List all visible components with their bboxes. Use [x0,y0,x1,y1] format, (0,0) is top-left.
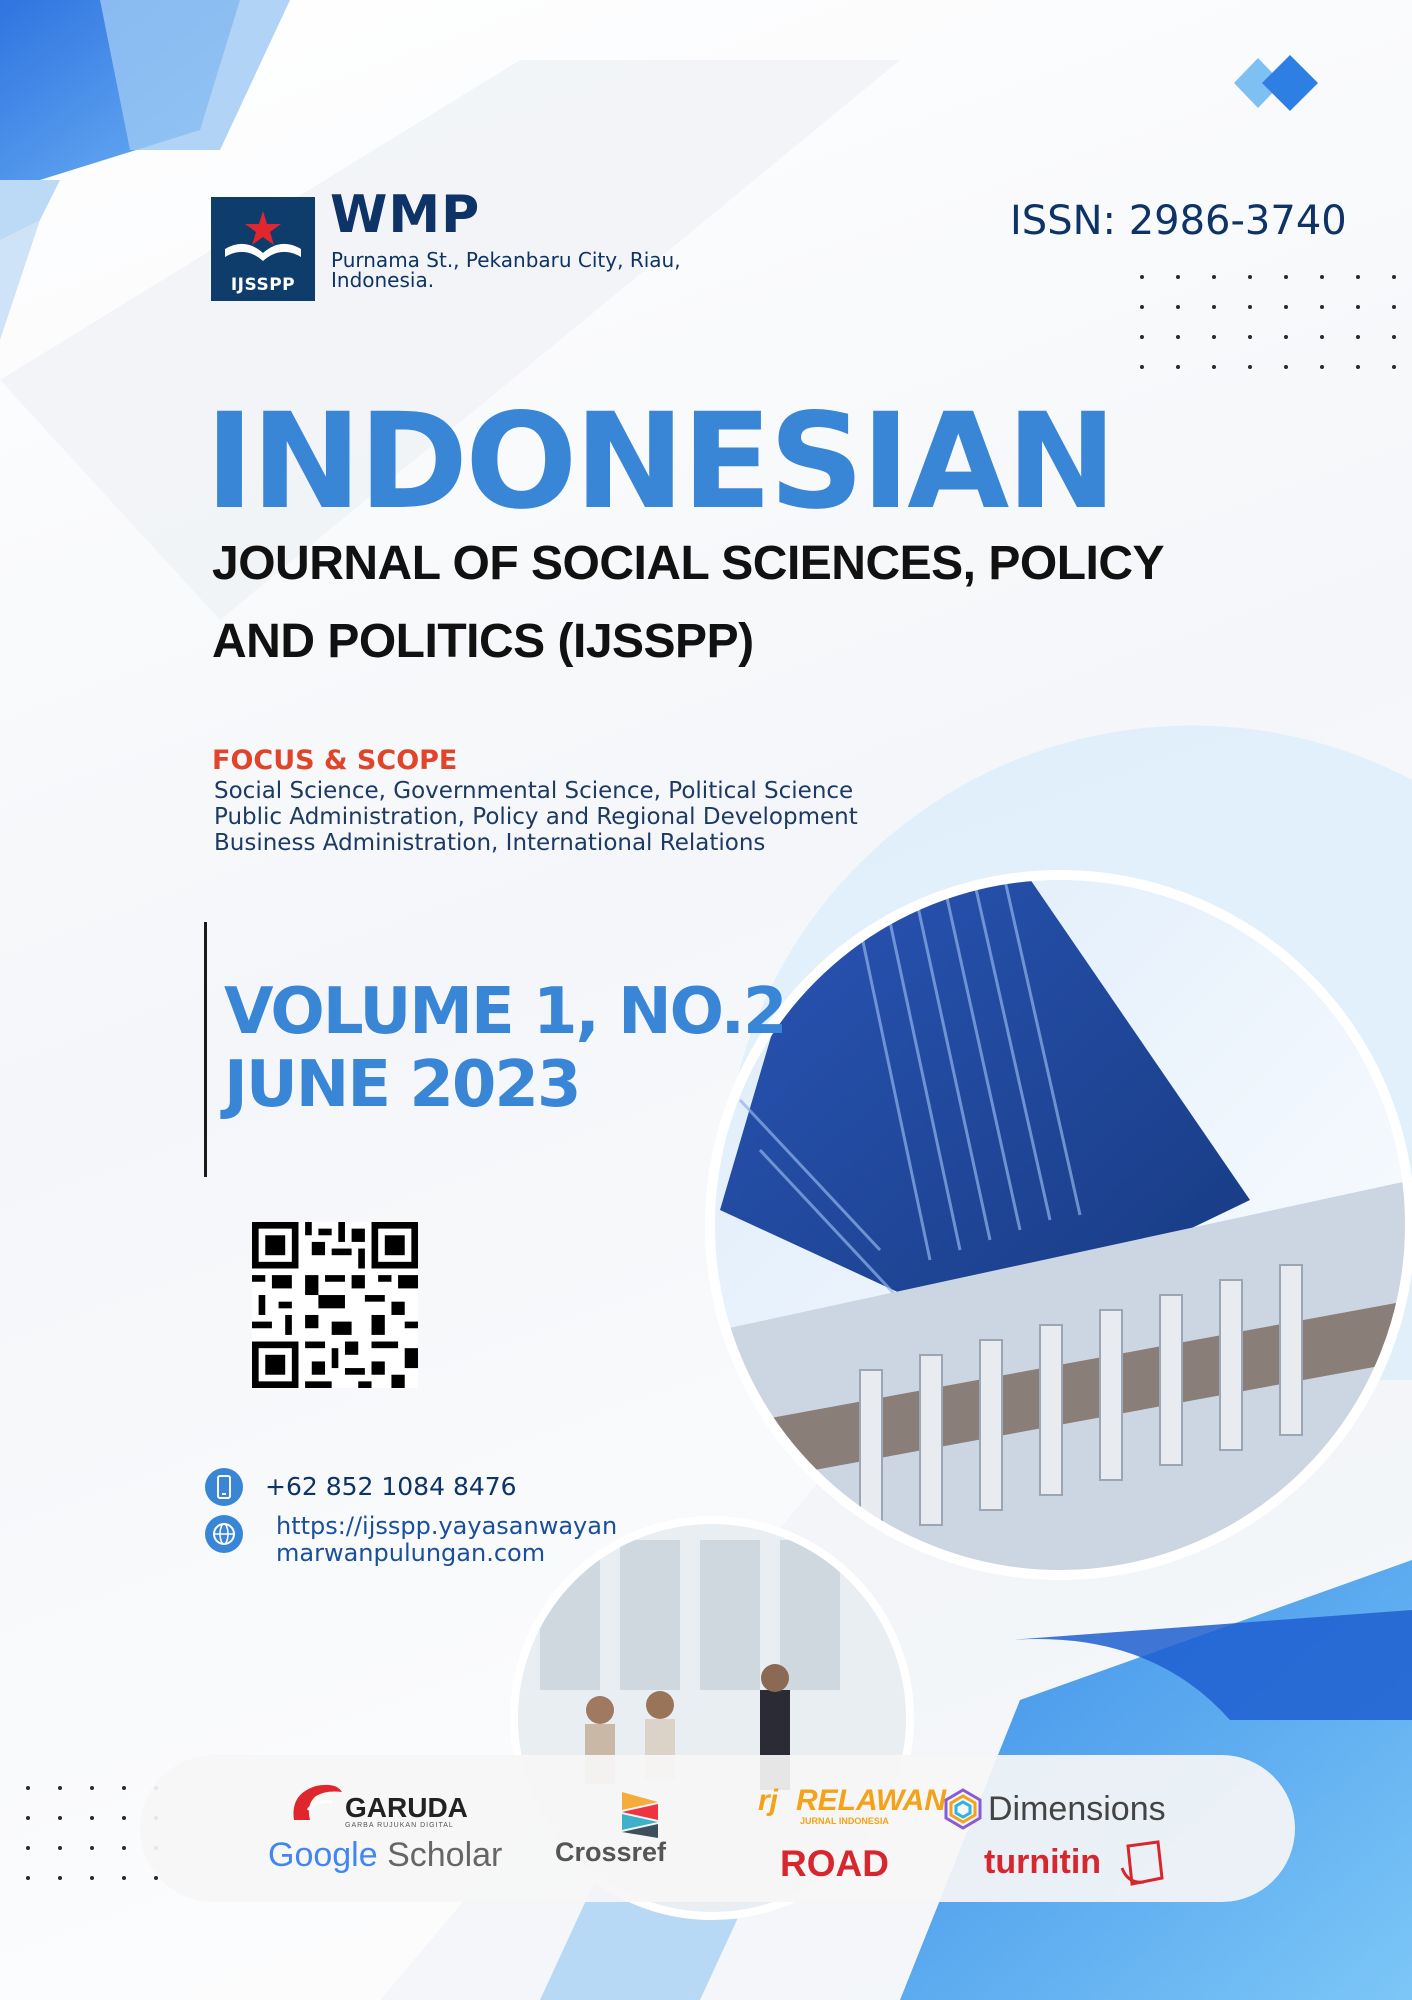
focus-scope-item: Public Administration, Policy and Regional Development [214,804,858,830]
phone-number[interactable]: +62 852 1084 8476 [265,1472,517,1501]
garuda-logo-text: GARUDA [345,1792,468,1823]
qr-code[interactable] [252,1222,418,1388]
relawan-logo-text: RELAWAN [796,1784,946,1817]
journal-subtitle-line-1: JOURNAL OF SOCIAL SCIENCES, POLICY [212,537,1165,590]
focus-scope-heading: FOCUS & SCOPE [212,745,458,776]
globe-icon [205,1515,243,1553]
journal-title-main: INDONESIAN [205,385,1114,539]
relawan-mark-icon: rj [758,1784,779,1817]
volume-number: VOLUME 1, NO.2 [224,975,786,1049]
smartphone-icon [205,1468,243,1506]
garuda-bird-icon [286,1780,344,1824]
issue-date: JUNE 2023 [224,1048,580,1122]
dimensions-icon [942,1788,984,1830]
crossref-icon [618,1790,662,1838]
turnitin-logo-text: turnitin [984,1843,1102,1881]
publisher-name: WMP [330,185,481,245]
publisher-address: Purnama St., Pekanbaru City, Riau, Indonesia. [331,248,681,292]
journal-subtitle-line-2: AND POLITICS (IJSSPP) [212,615,754,668]
book-star-icon [211,197,315,277]
relawan-logo-subtext: JURNAL INDONESIA [800,1816,889,1826]
garuda-logo-subtext: GARBA RUJUKAN DIGITAL [345,1822,454,1829]
road-logo-text: ROAD [780,1843,889,1884]
website-link-continued[interactable]: marwanpulungan.com [276,1539,546,1567]
decorative-diamonds [1234,55,1318,111]
dot-grid-bottom-left [26,1786,158,1880]
focus-scope-item: Social Science, Governmental Science, Political Science [214,778,854,804]
turnitin-icon [1118,1838,1168,1890]
google-wordmark: Google [268,1836,378,1874]
volume-divider [204,922,207,1177]
website-link[interactable]: https://ijsspp.yayasanwayan [276,1512,618,1540]
dimensions-logo-text: Dimensions [988,1790,1166,1828]
google-scholar-logo [268,1836,502,1875]
dot-grid-top-right [1140,275,1396,369]
logo-badge-label: IJSSPP [230,275,296,295]
crossref-logo-text: Crossref [555,1837,667,1867]
focus-scope-item: Business Administration, International Relations [214,830,766,856]
issn-number: ISSN: 2986-3740 [1010,198,1347,244]
scholar-wordmark: Scholar [377,1836,503,1874]
publisher-logo [211,197,315,301]
